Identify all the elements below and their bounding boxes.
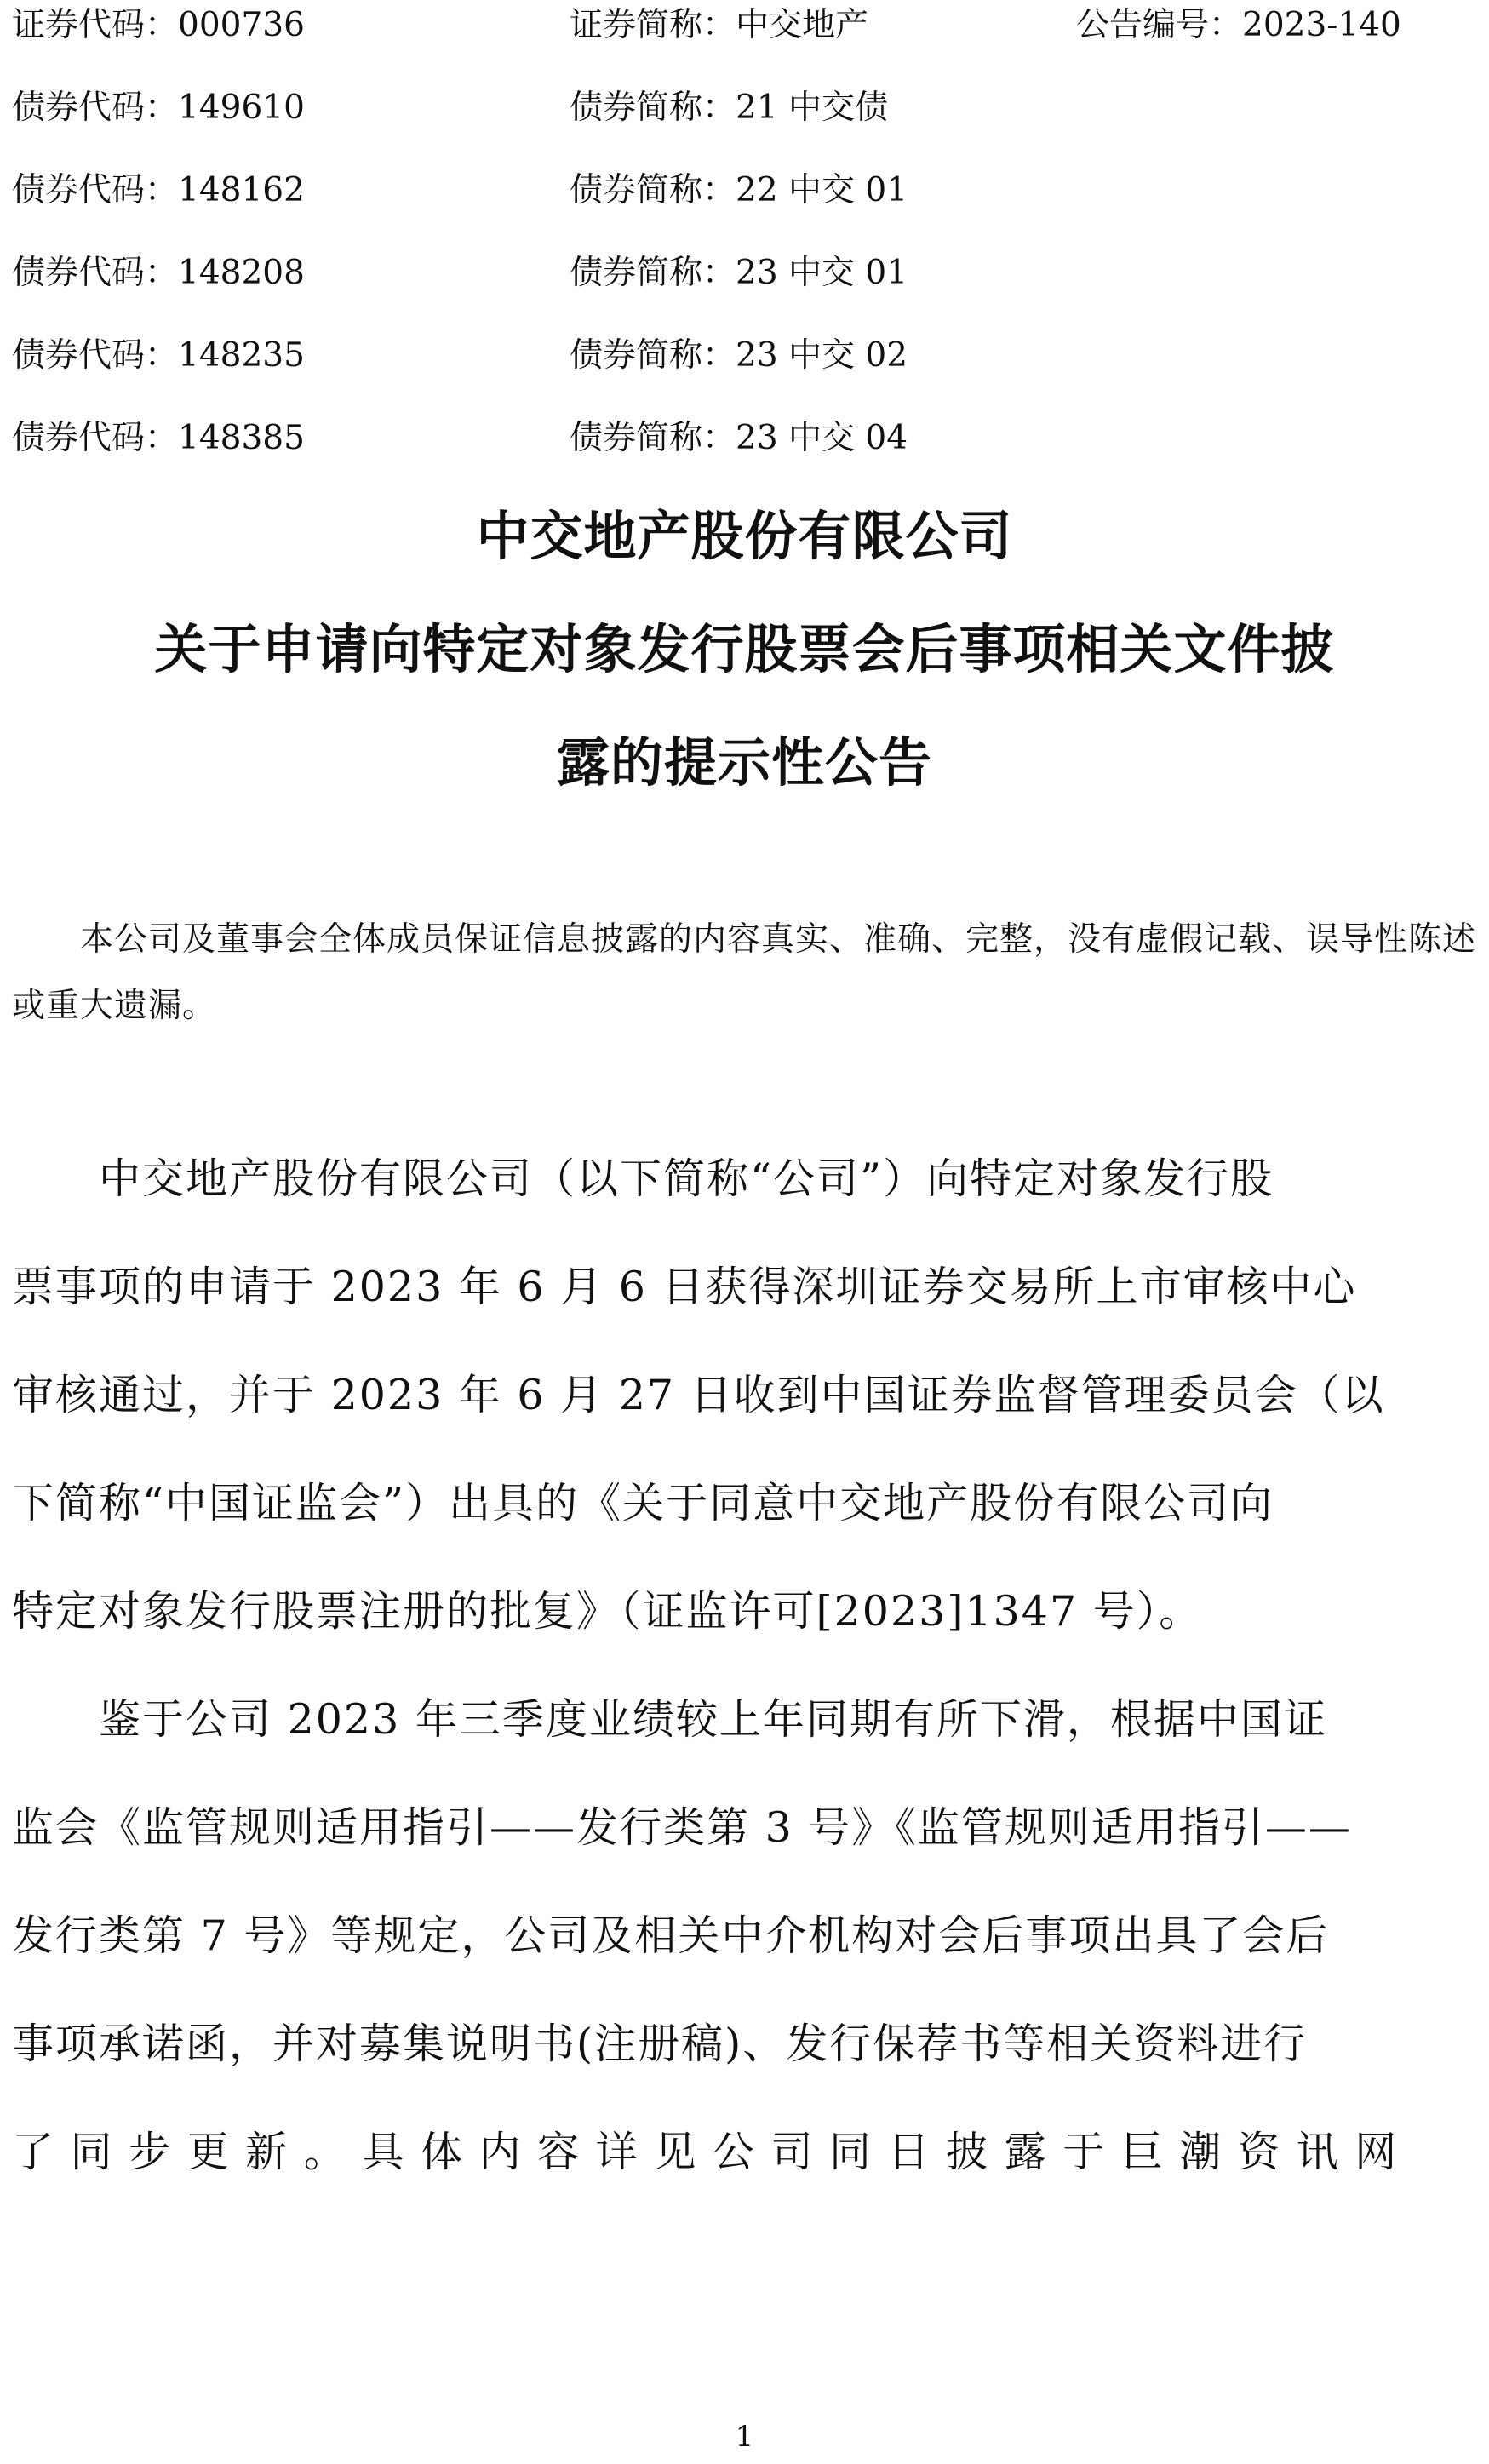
body-line: 鉴于公司 2023 年三季度业绩较上年同期有所下滑，根据中国证 — [12, 1695, 1327, 1744]
security-abbreviation: 证券简称：中交地产 — [570, 6, 869, 44]
security-code: 证券代码：000736 — [12, 6, 305, 44]
bond-code: 债券代码：148235 — [12, 336, 305, 375]
bond-abbreviation: 债券简称：23 中交 02 — [570, 336, 908, 375]
body-line: 了 同 步 更 新 。 具 体 内 容 详 见 公 司 同 日 披 露 于 巨 潮 资 讯 网 — [12, 2128, 1399, 2176]
bond-abbreviation: 债券简称：21 中交债 — [570, 89, 889, 127]
bond-abbreviation: 债券简称：23 中交 04 — [570, 419, 908, 457]
body-line: 下简称“中国证监会”）出具的《关于同意中交地产股份有限公司向 — [12, 1479, 1274, 1527]
announcement-title-continued: 露的提示性公告 — [556, 731, 932, 794]
page-number: 1 — [735, 2420, 754, 2454]
bond-abbreviation: 债券简称：22 中交 01 — [570, 171, 908, 209]
bond-code: 债券代码：149610 — [12, 89, 305, 127]
notice-number: 公告编号：2023-140 — [1076, 6, 1401, 44]
bond-code: 债券代码：148385 — [12, 419, 305, 457]
company-title: 中交地产股份有限公司 — [476, 505, 1013, 567]
body-line: 中交地产股份有限公司（以下简称“公司”）向特定对象发行股 — [12, 1155, 1274, 1203]
announcement-title: 关于申请向特定对象发行股票会后事项相关文件披 — [154, 618, 1335, 680]
bond-abbreviation: 债券简称：23 中交 01 — [570, 254, 908, 292]
body-line: 事项承诺函，并对募集说明书(注册稿)、发行保荐书等相关资料进行 — [12, 2020, 1308, 2068]
board-statement: 本公司及董事会全体成员保证信息披露的内容真实、准确、完整，没有虚假记载、误导性陈述或重大遗漏。 — [12, 920, 1477, 1025]
bond-code: 债券代码：148208 — [12, 254, 305, 292]
body-line: 特定对象发行股票注册的批复》（证监许可[2023]1347 号）。 — [12, 1587, 1203, 1636]
body-line: 审核通过，并于 2023 年 6 月 27 日收到中国证券监督管理委员会（以 — [12, 1371, 1385, 1419]
body-line: 票事项的申请于 2023 年 6 月 6 日获得深圳证券交易所上市审核中心 — [12, 1263, 1357, 1311]
bond-code: 债券代码：148162 — [12, 171, 305, 209]
body-line: 监会《监管规则适用指引——发行类第 3 号》《监管规则适用指引—— — [12, 1803, 1352, 1852]
body-line: 发行类第 7 号》等规定，公司及相关中介机构对会后事项出具了会后 — [12, 1911, 1330, 1960]
